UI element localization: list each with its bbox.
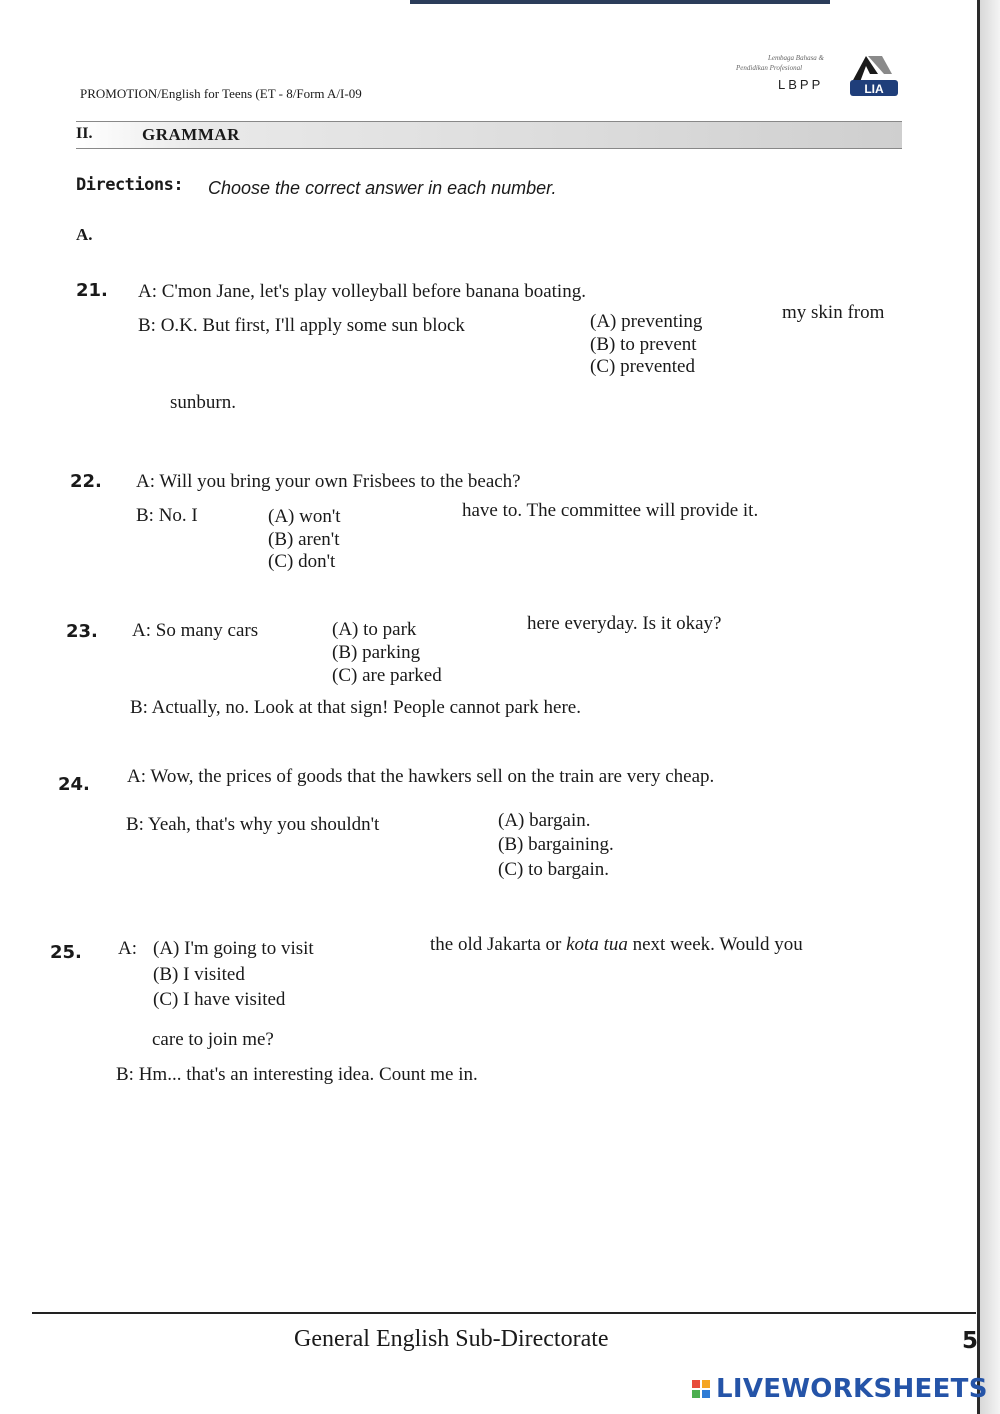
question-21-option-a[interactable]: (A) preventing	[590, 311, 703, 332]
question-22-number: 22.	[70, 471, 102, 492]
question-21-option-b[interactable]: (B) to prevent	[590, 334, 697, 355]
question-22-b-before: B: No. I	[136, 505, 198, 526]
liveworksheets-icon	[692, 1380, 710, 1398]
footer-rule	[32, 1312, 976, 1314]
question-23-a-before: A: So many cars	[132, 620, 259, 641]
question-25-after-options-2: next week. Would you	[632, 934, 803, 955]
question-24-option-a[interactable]: (A) bargain.	[498, 810, 591, 831]
liveworksheets-text: LIVEWORKSHEETS	[716, 1374, 988, 1404]
question-23-number: 23.	[66, 621, 98, 642]
section-number: II.	[76, 125, 93, 142]
lia-badge-text: LIA	[864, 82, 884, 96]
lia-badge-icon	[848, 52, 900, 98]
liveworksheets-watermark	[692, 1372, 988, 1406]
question-21-b-before: B: O.K. But first, I'll apply some sun block	[138, 315, 465, 336]
logo-lbpp: LBPP	[778, 77, 824, 92]
question-22-option-a[interactable]: (A) won't	[268, 506, 341, 527]
question-24-option-c[interactable]: (C) to bargain.	[498, 859, 609, 880]
question-21-a-line: A: C'mon Jane, let's play volleyball before banana boating.	[138, 281, 586, 302]
question-24-a-line: A: Wow, the prices of goods that the hawkers sell on the train are very cheap.	[127, 766, 715, 787]
question-23-option-c[interactable]: (C) are parked	[332, 665, 442, 686]
page-number: 5	[962, 1328, 979, 1354]
logo-line2: Pendidikan Profesional	[736, 64, 803, 72]
question-23-after-options: here everyday. Is it okay?	[527, 613, 722, 634]
question-25-after-options-1: the old Jakarta or	[430, 934, 562, 955]
question-25-option-a[interactable]: (A) I'm going to visit	[153, 938, 314, 959]
footer-text: General English Sub-Directorate	[294, 1326, 609, 1352]
question-25-b-line: B: Hm... that's an interesting idea. Count me in.	[116, 1064, 478, 1085]
question-25-option-c[interactable]: (C) I have visited	[153, 989, 286, 1010]
question-25-number: 25.	[50, 942, 82, 963]
question-24-option-b[interactable]: (B) bargaining.	[498, 834, 614, 855]
question-21-option-c[interactable]: (C) prevented	[590, 356, 695, 377]
question-21-after-options: my skin from	[782, 302, 885, 323]
page-edge	[977, 0, 980, 1414]
question-25-a-prefix: A:	[118, 938, 137, 959]
icon-square	[702, 1380, 710, 1388]
directions-text: Choose the correct answer in each number.	[208, 178, 557, 198]
page-edge-shadow	[980, 0, 1000, 1414]
icon-square	[702, 1390, 710, 1398]
question-22-after-options: have to. The committee will provide it.	[462, 500, 759, 521]
icon-square	[692, 1380, 700, 1388]
question-22-a-line: A: Will you bring your own Frisbees to the beach?	[136, 471, 521, 492]
question-23-b-line: B: Actually, no. Look at that sign! People cannot park here.	[130, 697, 581, 718]
icon-square	[692, 1390, 700, 1398]
directions-label: Directions:	[76, 175, 184, 195]
part-label: A.	[76, 225, 93, 244]
lbpp-lia-logo	[732, 52, 902, 100]
section-title: GRAMMAR	[142, 125, 240, 144]
question-25-kota-tua: kota tua	[566, 934, 628, 955]
question-23-option-b[interactable]: (B) parking	[332, 642, 421, 663]
question-25-continuation: care to join me?	[152, 1029, 274, 1050]
top-strip	[410, 0, 830, 4]
section-bar	[76, 121, 902, 149]
question-21-continuation: sunburn.	[170, 392, 236, 413]
question-24-b-before: B: Yeah, that's why you shouldn't	[126, 814, 380, 835]
question-25-after-options	[430, 934, 803, 956]
question-25-option-b[interactable]: (B) I visited	[153, 964, 245, 985]
question-22-option-b[interactable]: (B) aren't	[268, 529, 340, 550]
question-24-number: 24.	[58, 774, 90, 795]
question-23-option-a[interactable]: (A) to park	[332, 619, 417, 640]
logo-line1: Lembaga Bahasa &	[768, 54, 824, 62]
question-21-number: 21.	[76, 280, 108, 301]
question-22-option-c[interactable]: (C) don't	[268, 551, 336, 572]
form-code: PROMOTION/English for Teens (ET - 8/Form A/I-09	[80, 86, 362, 101]
